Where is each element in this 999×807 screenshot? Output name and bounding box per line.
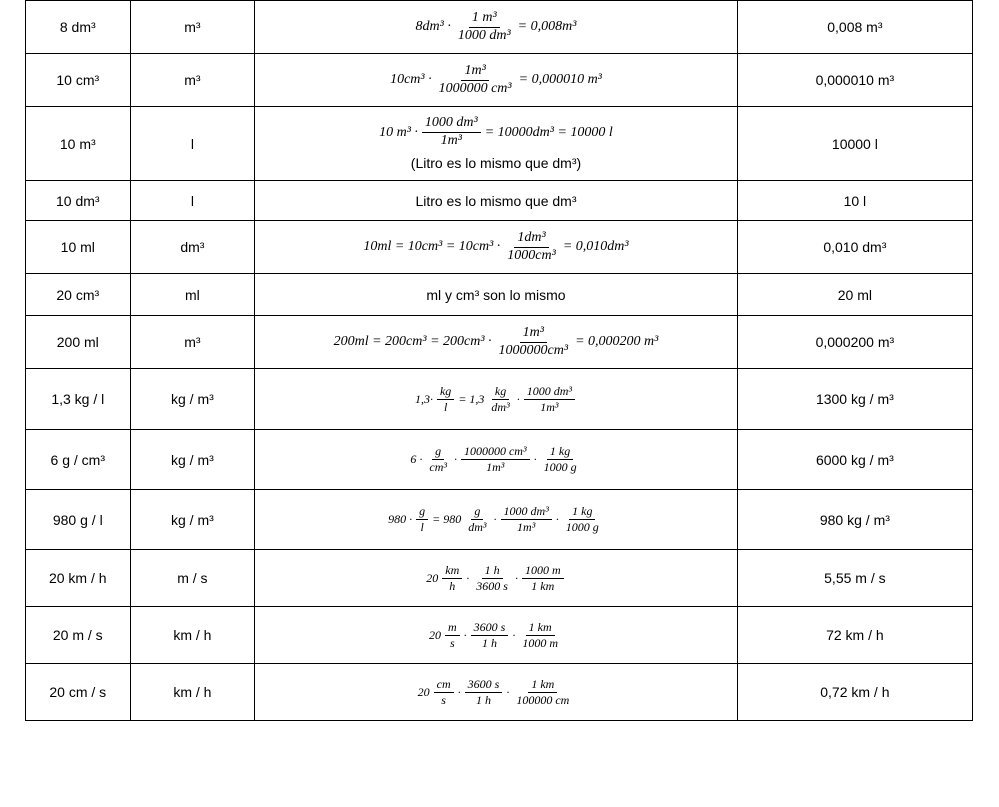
from-value-cell: 200 ml <box>26 316 131 369</box>
table-row <box>26 607 973 664</box>
fraction <box>422 116 481 148</box>
formula-term: 10ml = 10cm³ = 10cm³ · <box>363 239 501 254</box>
from-value-cell: 1,3 kg / l <box>26 369 131 430</box>
fraction-denominator: 1m³ <box>440 133 462 148</box>
fraction-numerator: km <box>442 564 462 579</box>
formula <box>379 116 613 148</box>
formula-term: 10cm³ · <box>390 72 432 87</box>
fraction-denominator: 1000000cm³ <box>498 342 569 358</box>
formula <box>388 505 604 533</box>
formula <box>418 678 575 706</box>
formula-term: · <box>466 570 470 585</box>
table-row <box>26 54 973 107</box>
from-value-cell: 8 dm³ <box>26 1 131 54</box>
fraction <box>426 445 450 473</box>
fraction-numerator: 3600 s <box>465 678 503 693</box>
formula-term: · <box>516 391 520 406</box>
formula-term: = 0,000010 m³ <box>518 72 602 87</box>
fraction-numerator: 1 kg <box>569 505 595 520</box>
fraction-denominator: s <box>441 692 446 707</box>
formula-term: 8dm³ · <box>415 19 451 34</box>
result-cell: 10000 l <box>737 107 972 181</box>
table-row <box>26 430 973 490</box>
formula-term: 20 <box>417 684 430 699</box>
formula-term: 6 · <box>410 452 423 466</box>
formula-term: 20 <box>426 570 439 585</box>
result-cell: 20 ml <box>737 274 972 316</box>
to-unit-cell: m³ <box>130 316 255 369</box>
to-unit-cell: m / s <box>130 550 255 607</box>
formula-term: · <box>493 512 497 526</box>
fraction <box>473 564 511 592</box>
result-cell: 0,010 dm³ <box>737 221 972 274</box>
result-cell: 0,008 m³ <box>737 1 972 54</box>
formula-term: = 0,008m³ <box>517 19 577 34</box>
fraction <box>416 505 428 533</box>
fraction-numerator: 1000 dm³ <box>422 116 481 133</box>
fraction <box>455 11 514 43</box>
fraction-numerator: 1m³ <box>520 326 547 343</box>
formula-term: · <box>514 570 518 585</box>
fraction <box>437 385 454 413</box>
fraction-numerator: m <box>445 621 460 636</box>
fraction-numerator: 1000 m <box>522 564 564 579</box>
from-value-cell: 10 ml <box>26 221 131 274</box>
fraction-numerator: 1000 dm³ <box>501 505 552 520</box>
formula-term: 10 m³ · <box>379 124 418 140</box>
table-row <box>26 107 973 181</box>
formula <box>390 64 602 96</box>
formula-term: · <box>512 627 516 642</box>
fraction-numerator: 1 km <box>526 621 555 636</box>
calculation-cell <box>255 181 738 221</box>
from-value-cell: 20 cm³ <box>26 274 131 316</box>
formula-term: = 0,010dm³ <box>562 239 629 254</box>
formula-term: · <box>506 684 510 699</box>
formula <box>429 621 563 649</box>
to-unit-cell: m³ <box>130 54 255 107</box>
fraction-denominator: l <box>443 399 448 414</box>
unit-conversion-table <box>25 0 973 721</box>
calculation-cell <box>255 369 738 430</box>
fraction <box>442 564 462 592</box>
fraction-numerator: cm <box>434 678 454 693</box>
fraction <box>563 505 602 533</box>
formula-term: 200ml = 200cm³ = 200cm³ · <box>333 334 492 349</box>
table-row <box>26 490 973 550</box>
fraction-denominator: 1000 g <box>565 520 599 534</box>
formula <box>363 231 628 263</box>
fraction <box>524 385 575 413</box>
calculation-text: Litro es lo mismo que dm³ <box>415 192 577 209</box>
formula <box>426 564 565 592</box>
table-row <box>26 550 973 607</box>
fraction-numerator: 1 m³ <box>469 11 500 28</box>
result-cell: 0,000010 m³ <box>737 54 972 107</box>
fraction-numerator: 1000 dm³ <box>524 385 575 400</box>
calculation-cell <box>255 607 738 664</box>
from-value-cell: 980 g / l <box>26 490 131 550</box>
fraction <box>541 445 580 473</box>
from-value-cell: 10 cm³ <box>26 54 131 107</box>
fraction-numerator: 1000000 cm³ <box>461 445 530 460</box>
result-cell: 0,72 km / h <box>737 664 972 721</box>
fraction <box>465 505 489 533</box>
to-unit-cell: dm³ <box>130 221 255 274</box>
fraction <box>519 621 561 649</box>
fraction-numerator: 1dm³ <box>514 231 548 248</box>
fraction-denominator: 1000 dm³ <box>457 27 511 43</box>
fraction <box>445 621 460 649</box>
fraction-denominator: 1 km <box>531 578 555 593</box>
fraction <box>436 64 515 96</box>
calculation-cell <box>255 490 738 550</box>
fraction-denominator: 1m³ <box>486 460 505 474</box>
calculation-cell <box>255 550 738 607</box>
fraction-numerator: 3600 s <box>471 621 509 636</box>
fraction <box>461 445 530 473</box>
formula-term: · <box>463 627 467 642</box>
formula-term: · <box>555 512 559 526</box>
fraction-numerator: 1m³ <box>461 64 488 81</box>
formula-term: = 1,3 <box>458 391 485 406</box>
calculation-cell <box>255 430 738 490</box>
fraction-numerator: 1 h <box>482 564 503 579</box>
formula-term: = 0,000200 m³ <box>575 334 659 349</box>
formula-note: (Litro es lo mismo que dm³) <box>410 154 582 171</box>
from-value-cell: 20 cm / s <box>26 664 131 721</box>
to-unit-cell: m³ <box>130 1 255 54</box>
fraction <box>522 564 564 592</box>
fraction-denominator: dm³ <box>468 520 487 534</box>
fraction <box>465 678 503 706</box>
fraction <box>471 621 509 649</box>
to-unit-cell: ml <box>130 274 255 316</box>
fraction-denominator: 100000 cm <box>516 692 570 707</box>
table-row <box>26 221 973 274</box>
formula-term: = 10000dm³ = 10000 l <box>484 124 613 140</box>
fraction-denominator: 3600 s <box>476 578 508 593</box>
result-cell: 5,55 m / s <box>737 550 972 607</box>
result-cell: 10 l <box>737 181 972 221</box>
calculation-cell <box>255 221 738 274</box>
result-cell: 0,000200 m³ <box>737 316 972 369</box>
result-cell: 6000 kg / m³ <box>737 430 972 490</box>
result-cell: 1300 kg / m³ <box>737 369 972 430</box>
formula-term: = 980 <box>432 512 462 526</box>
fraction-numerator: g <box>471 505 483 520</box>
fraction-denominator: cm³ <box>429 460 447 474</box>
to-unit-cell: kg / m³ <box>130 430 255 490</box>
to-unit-cell: l <box>130 107 255 181</box>
table-body <box>26 1 973 721</box>
calculation-cell <box>255 107 738 181</box>
formula-term: 980 · <box>388 512 413 526</box>
fraction-denominator: 1000cm³ <box>507 247 556 263</box>
table-row <box>26 181 973 221</box>
formula-term: 20 <box>428 627 441 642</box>
fraction-denominator: 1 h <box>481 635 497 650</box>
fraction-denominator: dm³ <box>491 399 510 414</box>
from-value-cell: 20 m / s <box>26 607 131 664</box>
from-value-cell: 10 m³ <box>26 107 131 181</box>
table-row <box>26 316 973 369</box>
to-unit-cell: l <box>130 181 255 221</box>
to-unit-cell: km / h <box>130 664 255 721</box>
fraction-numerator: g <box>416 505 428 520</box>
fraction-denominator: 1m³ <box>540 399 559 414</box>
fraction <box>501 505 552 533</box>
calculation-cell <box>255 274 738 316</box>
table-row <box>26 369 973 430</box>
fraction-numerator: kg <box>437 385 454 400</box>
fraction-denominator: l <box>420 520 424 534</box>
calculation-cell <box>255 1 738 54</box>
fraction-numerator: g <box>432 445 444 460</box>
fraction-denominator: 1 h <box>475 692 491 707</box>
formula <box>416 11 577 43</box>
calculation-cell <box>255 54 738 107</box>
fraction-denominator: h <box>449 578 456 593</box>
fraction <box>513 678 572 706</box>
to-unit-cell: km / h <box>130 607 255 664</box>
calculation-cell <box>255 664 738 721</box>
fraction-denominator: 1000 g <box>543 460 577 474</box>
formula <box>334 326 659 358</box>
from-value-cell: 20 km / h <box>26 550 131 607</box>
result-cell: 72 km / h <box>737 607 972 664</box>
fraction-numerator: 1 kg <box>547 445 573 460</box>
formula <box>410 445 581 473</box>
from-value-cell: 10 dm³ <box>26 181 131 221</box>
calculation-text: ml y cm³ son lo mismo <box>426 286 566 303</box>
calculation-cell <box>255 316 738 369</box>
formula-term: · <box>533 452 537 466</box>
from-value-cell: 6 g / cm³ <box>26 430 131 490</box>
to-unit-cell: kg / m³ <box>130 490 255 550</box>
fraction <box>488 385 512 413</box>
fraction <box>504 231 559 263</box>
fraction-numerator: kg <box>492 385 509 400</box>
fraction-denominator: s <box>449 635 455 650</box>
formula-term: · <box>453 452 457 466</box>
formula <box>415 385 577 413</box>
fraction-numerator: 1 km <box>528 678 557 693</box>
fraction-denominator: 1000 m <box>522 635 558 650</box>
table-row <box>26 1 973 54</box>
formula-term: · <box>457 684 461 699</box>
fraction-denominator: 1m³ <box>517 520 536 534</box>
result-cell: 980 kg / m³ <box>737 490 972 550</box>
to-unit-cell: kg / m³ <box>130 369 255 430</box>
fraction <box>496 326 572 358</box>
table-row <box>26 664 973 721</box>
formula-term: 1,3· <box>414 391 433 406</box>
fraction <box>434 678 454 706</box>
fraction-denominator: 1000000 cm³ <box>438 80 512 96</box>
table-row <box>26 274 973 316</box>
